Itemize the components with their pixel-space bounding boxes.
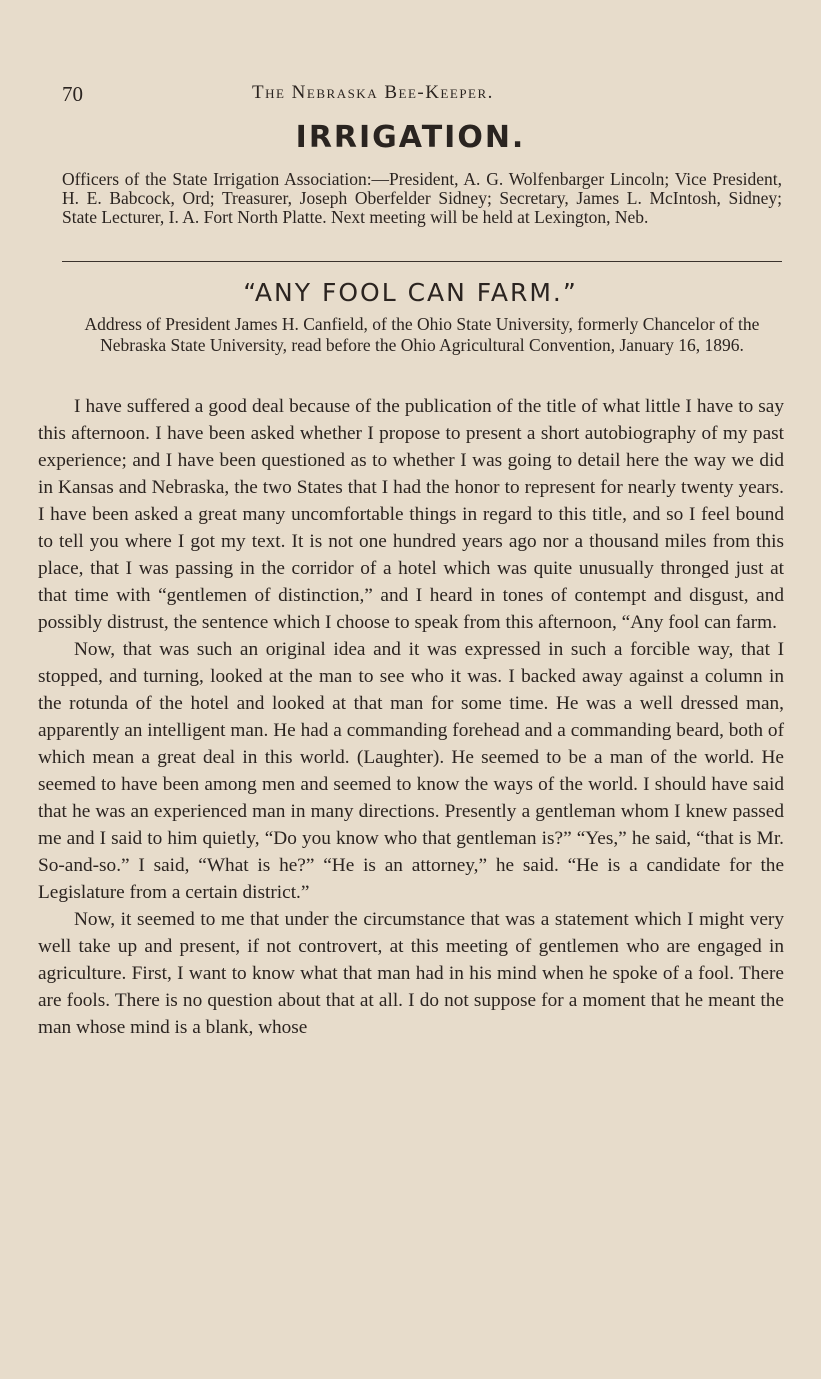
journal-title: The Nebraska Bee-Keeper. (252, 82, 494, 103)
article-byline: Address of President James H. Canfield, of the Ohio State University, formerly Chancelor of the Nebraska State University, read before the Ohio Agricultural Convention, January 16, 1896. (84, 314, 760, 355)
body-paragraph: I have suffered a good deal because of the publication of the title of what little I have to say this afternoon. I have been asked whether I propose to present a short autobiography of my past experience; and I have been questioned as to whether I was going to detail here the way we did in Kansas and Nebraska, the two States that I had the honor to represent for nearly twenty years. I have been asked a great many uncomfortable things in regard to this title, and so I feel bound to tell you where I got my text. It is not one hundred years ago nor a thousand miles from this place, that I was passing in the corridor of a hotel which was quite unusually thronged just at that time with “gentlemen of distinction,” and I heard in tones of contempt and disgust, and possibly distrust, the sentence which I choose to speak from this afternoon, “Any fool can farm. (38, 396, 784, 633)
article-title: “ANY FOOL CAN FARM.” (243, 278, 578, 307)
body-paragraph: Now, it seemed to me that under the circumstance that was a statement which I might very well take up and present, if not controvert, at this meeting of gentlemen who are engaged in agriculture. First, I want to know what that man had in his mind when he spoke of a fool. There are fools. There is no question about that at all. I do not suppose for a moment that he meant the man whose mind is a blank, whose (38, 909, 784, 1038)
article-body (38, 393, 784, 1041)
section-title: IRRIGATION. (295, 120, 526, 155)
officers-notice: Officers of the State Irrigation Association:—President, A. G. Wolfenbarger Lincoln; Vice President, H. E. Babcock, Ord; Treasurer, Joseph Oberfelder Sidney; Secretary, James L. McIntosh, Sidney; State Lecturer, I. A. Fort North Platte. Next meeting will be held at Lexington, Neb. (62, 169, 782, 227)
running-head (62, 82, 781, 112)
body-paragraph: Now, that was such an original idea and it was expressed in such a forcible way, that I stopped, and turning, looked at the man to see who it was. I backed away against a column in the rotunda of the hotel and looked at that man for some time. He was a well dressed man, apparently an intelligent man. He had a commanding forehead and a commanding beard, both of which mean a great deal in this world. (Laughter). He seemed to be a man of the world. He seemed to have been among men and seemed to know the ways of the world. I should have said that he was an experienced man in many directions. Presently a gentleman whom I knew passed me and I said to him quietly, “Do you know who that gentleman is?” “Yes,” he said, “that is Mr. So-and-so.” I said, “What is he?” “He is an attorney,” he said. “He is a candidate for the Legislature from a certain district.” (38, 639, 784, 903)
page-number: 70 (62, 82, 83, 106)
divider-rule (62, 261, 782, 262)
